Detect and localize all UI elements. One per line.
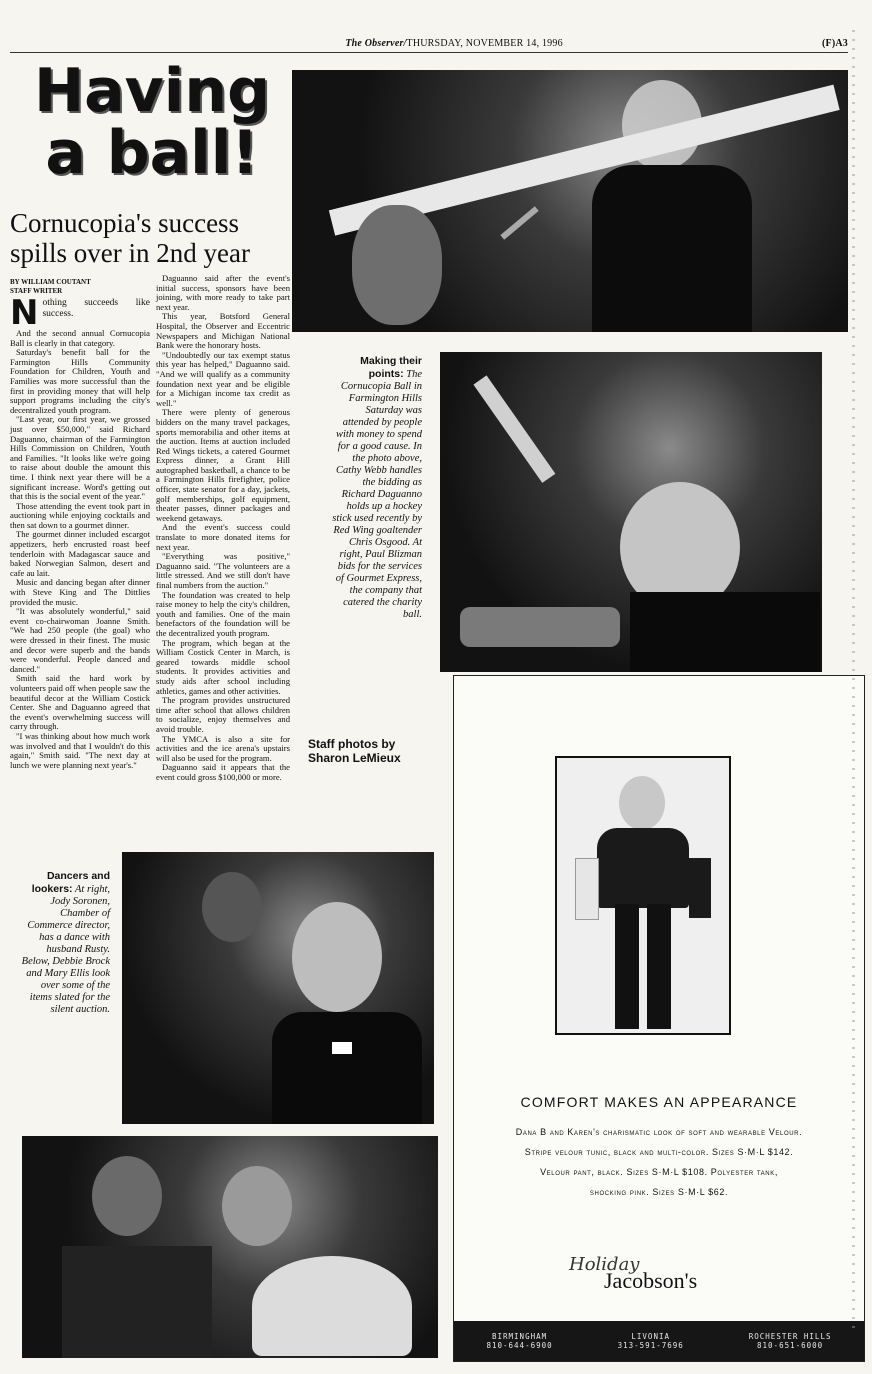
ad-copy-line: Stripe velour tunic, black and multi-color. Sizes S·M·L $142. [524, 1147, 794, 1157]
masthead-rule [10, 52, 848, 53]
article-column-2 [156, 274, 290, 782]
paper-name: The Observer/ [345, 38, 407, 49]
caption-label: Making their points: [360, 355, 422, 380]
subhead: Cornucopia's success spills over in 2nd year [10, 208, 250, 268]
paragraph: Daguanno said it appears that the event could gross $100,000 or more. [156, 762, 290, 782]
ad-copy-line: shocking pink. Sizes S·M·L $62. [589, 1187, 729, 1197]
paragraph: Those attending the event took part in auctioning while enjoying cocktails and then sat down to a gourmet dinner. [10, 500, 150, 530]
paragraph: And the event's success could translate to more donated items for next year. [156, 522, 290, 552]
paragraph: The YMCA is also a site for activities and the ice arena's upstairs will also be used for the program. [156, 733, 290, 763]
paragraph: Music and dancing began after dinner with Steve King and The Dittlies provided the music. [10, 577, 150, 607]
store-phone: 810-644-6900 [486, 1341, 553, 1350]
ad-store-footer [454, 1321, 864, 1361]
caption-text: The Cornucopia Ball in Farmington Hills Saturday was attended by people with money to spend for a good cause. In the photo above, Cathy Webb handles the bidding as Richard Daguanno holds up a hockey stick used recently by Red Wing goaltender Chris Osgood. At right, Paul Blizman bids for the services of Gourmet Express, the company that catered the charity ball. [332, 369, 422, 620]
store-name: BIRMINGHAM [491, 1332, 548, 1341]
paragraph: Saturday's benefit ball for the Farmington Hills Community Foundation for Children, Youth and Families was more successful than the first in providing money that will help support programs including the city's decentralized youth program. [10, 347, 150, 415]
masthead-date: THURSDAY, NOVEMBER 14, 1996 [406, 38, 563, 49]
store-name: LIVONIA [631, 1332, 670, 1341]
paragraph: The foundation was created to help raise money to help the city's children, youth and families. One of the main benefactors of the foundation will be the decentralized youth program. [156, 589, 290, 638]
store-name: ROCHESTER HILLS [748, 1332, 832, 1341]
headline [22, 56, 282, 188]
ad-copy-line: Velour pant, black. Sizes S·M·L $108. Polyester tank, [540, 1167, 778, 1177]
article-column-1 [10, 293, 150, 770]
paragraph: And the second annual Cornucopia Ball is clearly in that category. [10, 328, 150, 348]
paragraph: The program, which began at the William Costick Center in March, is geared towards middle school students. It provides activities and study aids after school including athletics, games and other activities. [156, 637, 290, 696]
paragraph: There were plenty of generous bidders on the many travel packages, sports memorabilia and other items at the auction. Items at auction included Red Wings tickets, a catered Gourmet Express dinner, a Grant Hill autographed basketball, a chance to be a Farmington Hills firefighter, police officer, state senator for a day, jackets, golf memberships, golf equipment, theater passes, dinner packages and weekend getaways. [156, 407, 290, 523]
photo-dancers [122, 852, 434, 1124]
paragraph: "Last year, our first year, we grossed just over $50,000," said Richard Daguanno, chairman of the Farmington Hills Commission on Children, Youth and Families. "It looks like we're going to raise about double the amount this time. I think next year there will be a significant increase. Word's getting out that this is the social event of the year." [10, 414, 150, 502]
paragraph: "I was thinking about how much work was involved and that I wouldn't do this again," Smith said. "The next day at lunch we were planning next year's." [10, 730, 150, 770]
store-rochester-hills [749, 1332, 832, 1350]
photo-credit [308, 737, 401, 765]
caption-label: Dancers and lookers: [31, 870, 110, 895]
ad-model-photo [555, 756, 731, 1035]
jacobsons-advertisement [453, 675, 865, 1362]
paragraph: "Undoubtedly our tax exempt status this year has helped," Daguanno said. "And we will qualify as a community foundation next year and be eligible for a Michigan income tax credit as well." [156, 349, 290, 408]
masthead [0, 38, 848, 49]
caption-dancers [18, 870, 110, 1016]
ad-copy [474, 1122, 844, 1202]
photo-bidder [440, 352, 822, 672]
store-livonia [618, 1332, 684, 1350]
photo-silent-auction [22, 1136, 438, 1358]
byline-author: BY WILLIAM COUTANT [10, 278, 91, 286]
caption-text: At right, Jody Soronen, Chamber of Commerce director, has a dance with husband Rusty. Below, Debbie Brock and Mary Ellis look over some of the items slated for the silent auction. [21, 884, 110, 1015]
paragraph: Smith said the hard work by volunteers paid off when people saw the beautiful decor at the William Costick Center. She and Daguanno agreed that the event's overwhelming success will carry through. [10, 673, 150, 732]
headline-line-1: Having [33, 56, 271, 126]
credit-line-2: Sharon LeMieux [308, 751, 401, 765]
ad-title: COMFORT MAKES AN APPEARANCE [520, 1094, 798, 1110]
store-birmingham [486, 1332, 552, 1350]
caption-making-points [330, 355, 422, 621]
scan-edge-noise [852, 30, 855, 1330]
paragraph: Daguanno said after the event's initial success, sponsors have been joining, with more ready to take part next year. [156, 273, 290, 312]
store-phone: 810-651-6000 [757, 1341, 824, 1350]
paragraph: The gourmet dinner included escargot appetizers, herb encrusted roast beef tenderloin with Madagascar sauce and baked Norwegian Salmon, desert and cafe au lait. [10, 529, 150, 578]
paragraph: The program provides unstructured time after school that allows children to socialize, enjoy themselves and avoid trouble. [156, 695, 290, 734]
paragraph: "Everything was positive," Daguanno said. "The volunteers are a little stressed. And we still don't have final numbers from the auction." [156, 551, 290, 590]
drop-cap: N [10, 293, 39, 333]
article-lead [10, 293, 150, 333]
credit-line-1: Staff photos by [308, 737, 396, 751]
ad-copy-line: Dana B and Karen's charismatic look of soft and wearable Velour. [515, 1127, 803, 1137]
byline-title: STAFF WRITER [10, 287, 63, 295]
ad-holiday-script: Holiday [569, 1254, 640, 1275]
photo-auction-hockey-stick [292, 70, 848, 332]
paragraph: This year, Botsford General Hospital, the Observer and Eccentric Newspapers and Michigan National Bank were the honorary hosts. [156, 311, 290, 351]
headline-line-2: a ball! [45, 118, 259, 188]
lead-text: othing succeeds like success. [42, 298, 150, 319]
jacobsons-logo: Jacobson's [604, 1268, 698, 1293]
paragraph: "It was absolutely wonderful," said event co-chairwoman Joanne Smith. "We had 250 people (the goal) who were dressed in their finest. The music and decor were superb and the bands were wonderful. People danced and danced." [10, 606, 150, 674]
store-phone: 313-591-7696 [617, 1341, 684, 1350]
page-number: (F)A3 [822, 38, 848, 49]
